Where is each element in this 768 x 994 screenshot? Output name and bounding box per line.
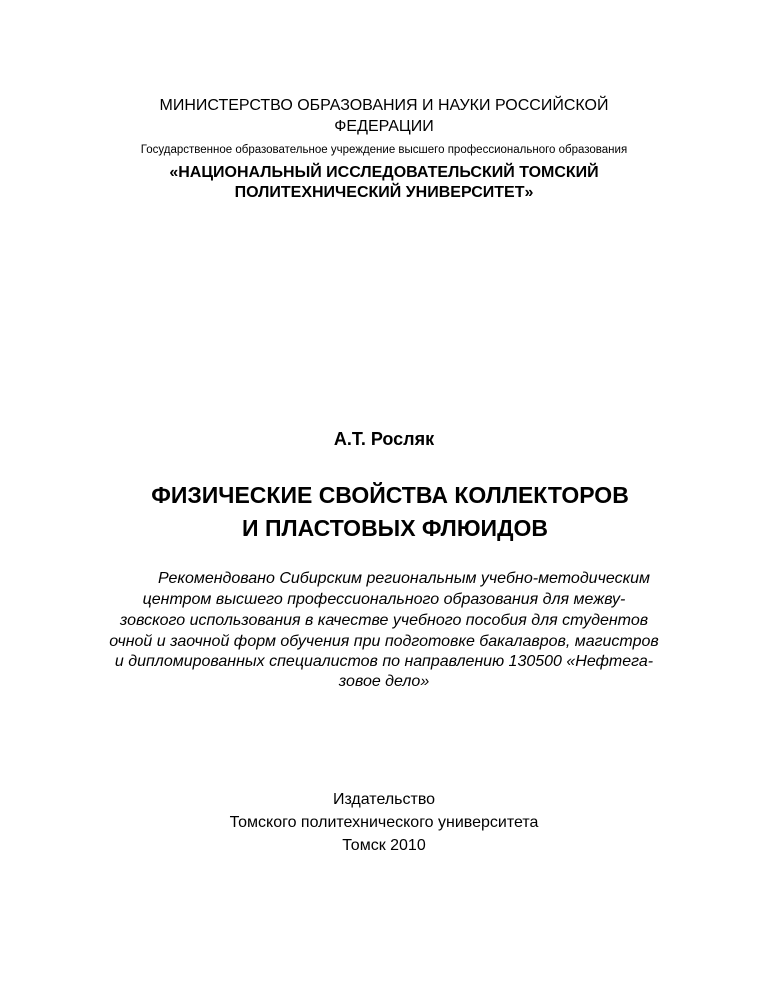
publisher-label: Издательство [332, 791, 436, 808]
university-line-1: «НАЦИОНАЛЬНЫЙ ИССЛЕДОВАТЕЛЬСКИЙ ТОМСКИЙ [169, 164, 599, 181]
publication-place-year: Томск 2010 [342, 837, 426, 854]
ministry-line-1: МИНИСТЕРСТВО ОБРАЗОВАНИЯ И НАУКИ РОССИЙСКОЙ [159, 97, 609, 114]
recommendation-line: и дипломированных специалистов по направлению 130500 «Нефтега- [114, 653, 654, 670]
recommendation-line: зовое дело» [338, 673, 430, 690]
recommendation-line: Рекомендовано Сибирским региональным учебно-методическим [158, 570, 650, 587]
institution-type: Государственное образовательное учреждение высшего профессионального образования [140, 144, 628, 156]
book-title-line-1: ФИЗИЧЕСКИЕ СВОЙСТВА КОЛЛЕКТОРОВ [151, 482, 629, 508]
university-line-2: ПОЛИТЕХНИЧЕСКИЙ УНИВЕРСИТЕТ» [234, 184, 534, 201]
ministry-line-2: ФЕДЕРАЦИИ [334, 118, 434, 135]
recommendation-line: центром высшего профессионального образования для межву- [142, 591, 626, 608]
recommendation-line: зовского использования в качестве учебного пособия для студентов [119, 612, 649, 629]
book-title-line-2: И ПЛАСТОВЫХ ФЛЮИДОВ [242, 515, 548, 541]
recommendation-line: очной и заочной форм обучения при подготовке бакалавров, магистров [109, 633, 659, 650]
publisher-name: Томского политехнического университета [229, 814, 539, 831]
author-name: А.Т. Росляк [333, 429, 435, 449]
